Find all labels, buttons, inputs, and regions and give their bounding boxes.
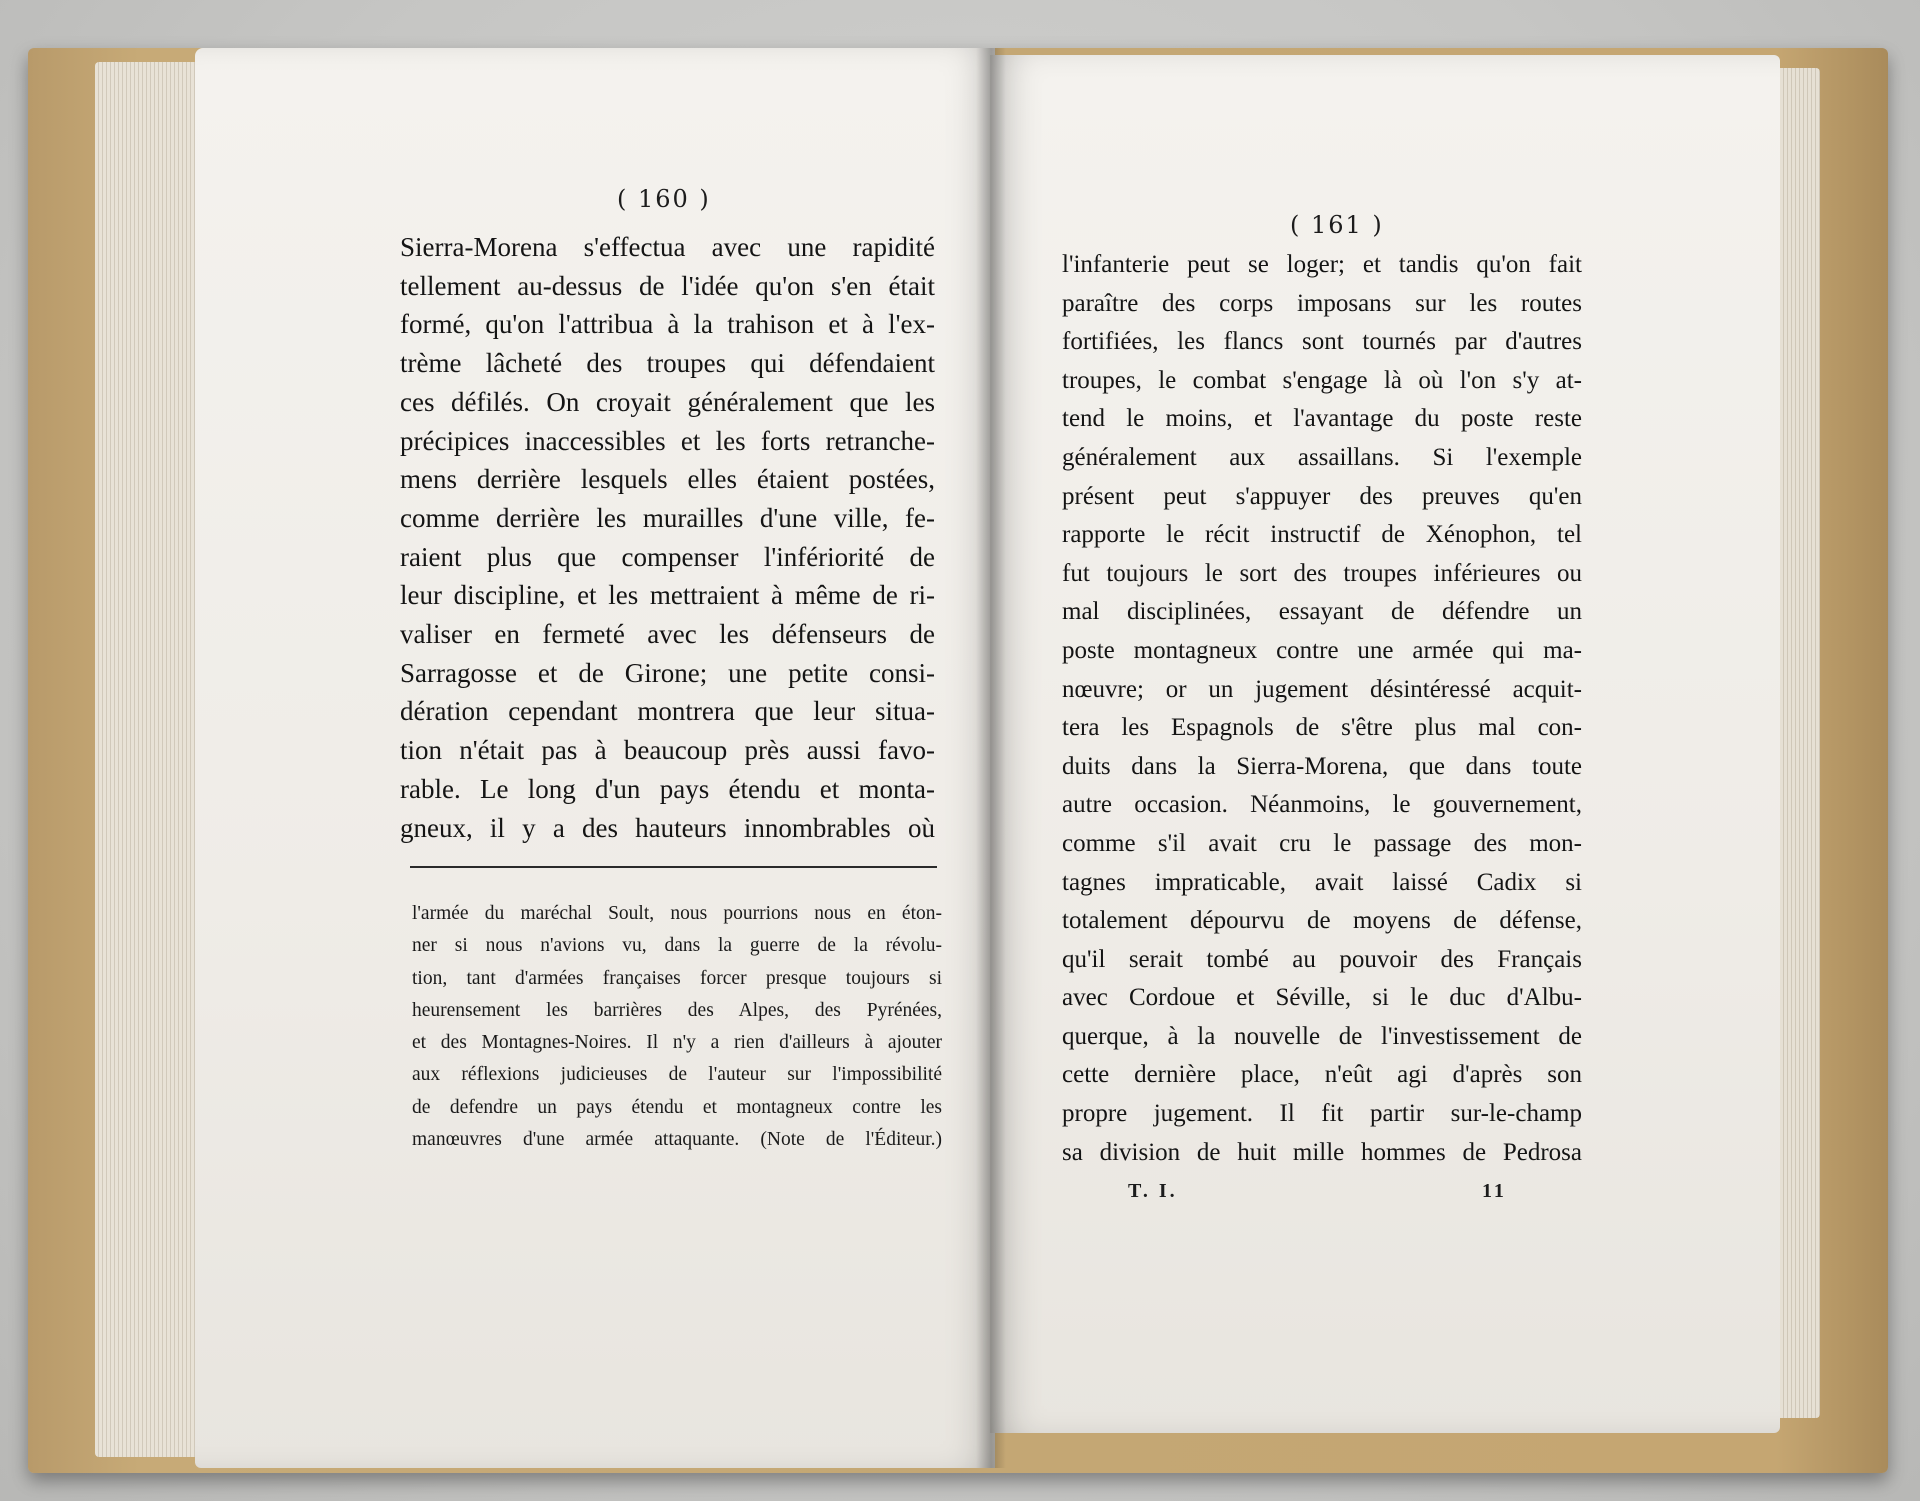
text-line: dération cependant montrera que leur situa-	[400, 696, 935, 727]
footnote-line: manœuvres d'une armée attaquante. (Note de l'Éditeur.)	[412, 1129, 942, 1151]
text-line: poste montagneux contre une armée qui ma-	[1062, 636, 1582, 664]
footnote-line: et des Montagnes-Noires. Il n'y a rien d'ailleurs à ajouter	[412, 1032, 942, 1054]
text-line: mal disciplinées, essayant de défendre un	[1062, 598, 1582, 626]
footnote-rule	[410, 866, 937, 868]
footnote	[412, 898, 942, 1156]
text-line: comme s'il avait cru le passage des mon-	[1062, 829, 1582, 857]
text-line: qu'il serait tombé au pouvoir des Français	[1062, 945, 1582, 973]
text-line: leur discipline, et les mettraient à même de ri-	[400, 580, 935, 611]
text-line: cette dernière place, n'eût agi d'après son	[1062, 1061, 1582, 1089]
right-page-number: ( 161 )	[1290, 211, 1384, 239]
text-line: formé, qu'on l'attribua à la trahison et à l'ex-	[400, 309, 935, 340]
text-line: généralement aux assaillans. Si l'exemple	[1062, 443, 1582, 471]
text-line: querque, à la nouvelle de l'investissement de	[1062, 1022, 1582, 1050]
text-line: comme derrière les murailles d'une ville, fe-	[400, 502, 935, 533]
text-line: l'infanterie peut se loger; et tandis qu'on fait	[1062, 251, 1582, 278]
text-line: Sierra-Morena s'effectua avec une rapidité	[400, 232, 935, 262]
text-line: rable. Le long d'un pays étendu et monta-	[400, 773, 935, 804]
text-line: duits dans la Sierra-Morena, que dans toute	[1062, 752, 1582, 780]
signature-mark-volume: T. I.	[1128, 1180, 1178, 1202]
text-line: raient plus que compenser l'infériorité de	[400, 541, 935, 572]
text-line: valiser en fermeté avec les défenseurs de	[400, 619, 935, 650]
text-line: gneux, il y a des hauteurs innombrables où	[400, 812, 935, 843]
signature-mark-number: 11	[1482, 1180, 1507, 1202]
text-line: fut toujours le sort des troupes inférieures ou	[1062, 559, 1582, 587]
text-line: Sarragosse et de Girone; une petite consi-	[400, 657, 935, 688]
footnote-line: aux réflexions judicieuses de l'auteur sur l'impossibilité	[412, 1064, 942, 1086]
text-line: avec Cordoue et Séville, si le duc d'Albu-	[1062, 984, 1582, 1012]
text-line: troupes, le combat s'engage là où l'on s'y at-	[1062, 366, 1582, 394]
right-page-body	[1062, 246, 1582, 1172]
footnote-line: heurensement les barrières des Alpes, des Pyrénées,	[412, 999, 942, 1021]
footnote-line: tion, tant d'armées françaises forcer presque toujours si	[412, 967, 942, 989]
text-line: tion n'était pas à beaucoup près aussi favo-	[400, 735, 935, 766]
text-line: paraître des corps imposans sur les routes	[1062, 289, 1582, 317]
text-line: tend le moins, et l'avantage du poste reste	[1062, 405, 1582, 433]
book-gutter	[976, 48, 1006, 1468]
footnote-line: l'armée du maréchal Soult, nous pourrions nous en éton-	[412, 903, 942, 924]
text-line: sa division de huit mille hommes de Pedrosa	[1062, 1138, 1582, 1166]
text-line: totalement dépourvu de moyens de défense,	[1062, 907, 1582, 935]
left-page-body	[400, 228, 935, 847]
text-line: autre occasion. Néanmoins, le gouvernement,	[1062, 791, 1582, 819]
text-line: ces défilés. On croyait généralement que les	[400, 386, 935, 417]
text-line: précipices inaccessibles et les forts retranche-	[400, 425, 935, 456]
text-line: mens derrière lesquels elles étaient postées,	[400, 464, 935, 495]
text-line: tagnes impraticable, avait laissé Cadix si	[1062, 868, 1582, 896]
text-line: rapporte le récit instructif de Xénophon, tel	[1062, 521, 1582, 549]
left-page-number: ( 160 )	[617, 185, 711, 213]
footnote-line: ner si nous n'avions vu, dans la guerre de la révolu-	[412, 935, 942, 957]
text-line: nœuvre; or un jugement désintéressé acquit-	[1062, 675, 1582, 703]
text-line: tera les Espagnols de s'être plus mal con-	[1062, 714, 1582, 742]
text-line: fortifiées, les flancs sont tournés par d'autres	[1062, 328, 1582, 356]
text-line: trème lâcheté des troupes qui défendaient	[400, 348, 935, 379]
text-line: tellement au-dessus de l'idée qu'on s'en était	[400, 270, 935, 301]
footnote-line: de defendre un pays étendu et montagneux contre les	[412, 1096, 942, 1118]
text-line: présent peut s'appuyer des preuves qu'en	[1062, 482, 1582, 510]
text-line: propre jugement. Il fit partir sur-le-champ	[1062, 1100, 1582, 1128]
